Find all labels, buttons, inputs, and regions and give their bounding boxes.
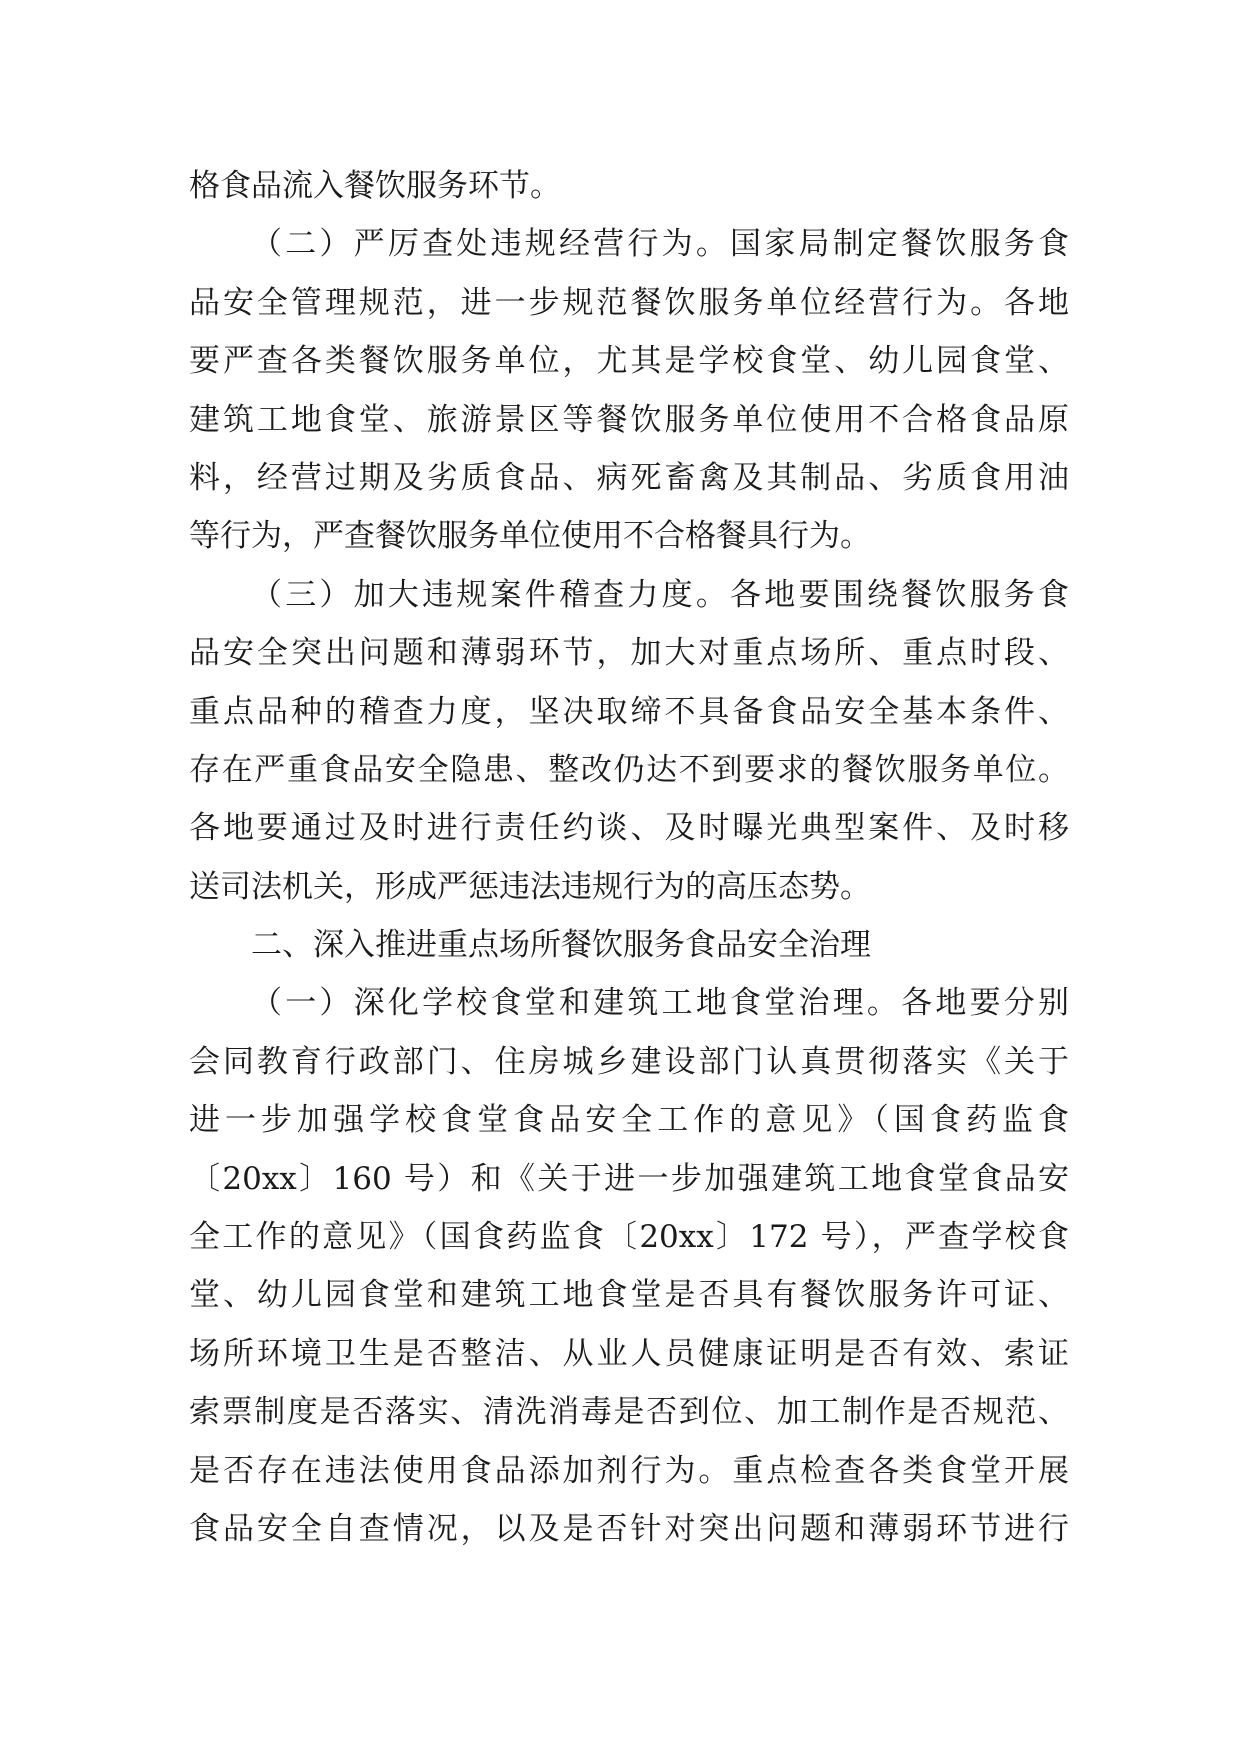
chapter-heading-2: 二、深入推进重点场所餐饮服务食品安全治理 — [251, 927, 871, 964]
text-line: 堂、幼儿园食堂和建筑工地食堂是否具有餐饮服务许可证、 — [189, 1277, 1069, 1314]
text-line: 场所环境卫生是否整洁、从业人员健康证明是否有效、索证 — [189, 1335, 1069, 1372]
text-line: 品安全管理规范，进一步规范餐饮服务单位经营行为。各地 — [189, 284, 1069, 321]
section-heading-3: （三）加大违规案件稽查力度。各地要围绕餐饮服务食 — [251, 576, 1069, 613]
text-line: 索票制度是否落实、清洗消毒是否到位、加工制作是否规范、 — [189, 1394, 1069, 1431]
text-line: 要严查各类餐饮服务单位，尤其是学校食堂、幼儿园食堂、 — [189, 343, 1069, 380]
text-line: 建筑工地食堂、旅游景区等餐饮服务单位使用不合格食品原 — [189, 401, 1069, 438]
text-line: 料，经营过期及劣质食品、病死畜禽及其制品、劣质食用油 — [189, 459, 1069, 496]
text-line: 各地要通过及时进行责任约谈、及时曝光典型案件、及时移 — [189, 810, 1069, 847]
text-line: 格食品流入餐饮服务环节。 — [189, 168, 561, 204]
text-line: 品安全突出问题和薄弱环节，加大对重点场所、重点时段、 — [189, 635, 1069, 672]
text-line: 重点品种的稽查力度，坚决取缔不具备食品安全基本条件、 — [189, 693, 1069, 730]
document-body — [189, 157, 1069, 1558]
text-line: 食品安全自查情况，以及是否针对突出问题和薄弱环节进行 — [189, 1510, 1069, 1547]
text-line: 等行为，严查餐饮服务单位使用不合格餐具行为。 — [189, 518, 871, 555]
section-heading-2: （二）严厉查处违规经营行为。国家局制定餐饮服务食 — [251, 226, 1069, 263]
section-heading-1: （一）深化学校食堂和建筑工地食堂治理。各地要分别 — [251, 985, 1069, 1022]
text-line: 存在严重食品安全隐患、整改仍达不到要求的餐饮服务单位。 — [189, 751, 1069, 788]
text-line: 〔20xx〕160 号）和《关于进一步加强建筑工地食堂食品安 — [189, 1160, 1069, 1197]
text-line: 是否存在违法使用食品添加剂行为。重点检查各类食堂开展 — [189, 1452, 1069, 1489]
text-line: 会同教育行政部门、住房城乡建设部门认真贯彻落实《关于 — [189, 1043, 1069, 1080]
text-line: 进一步加强学校食堂食品安全工作的意见》（国食药监食 — [189, 1102, 1069, 1139]
text-line: 全工作的意见》（国食药监食〔20xx〕172 号），严查学校食 — [189, 1219, 1069, 1256]
text-line: 送司法机关，形成严惩违法违规行为的高压态势。 — [189, 868, 871, 905]
